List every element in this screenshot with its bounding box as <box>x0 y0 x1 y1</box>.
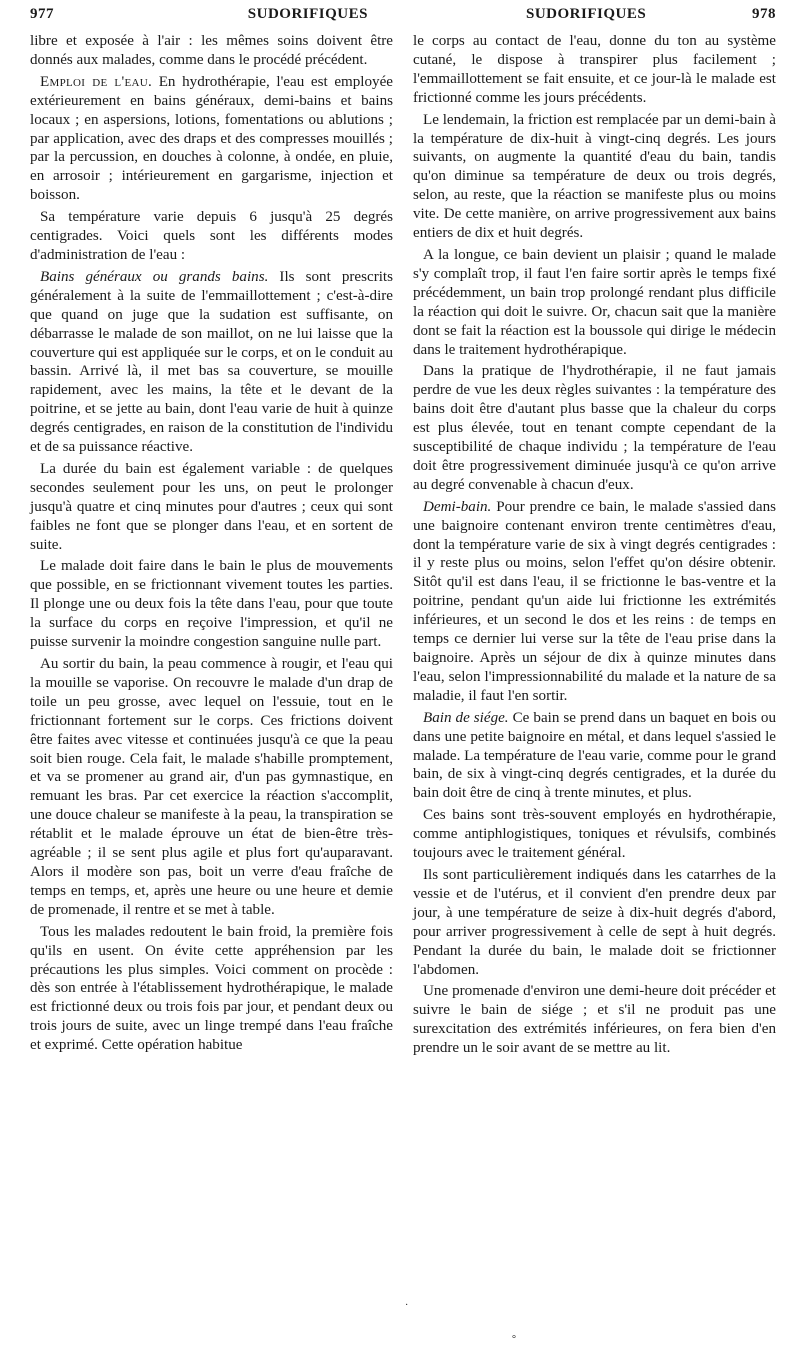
section-heading-italic: Bain de siége. <box>423 709 509 726</box>
right-page-number: 978 <box>752 6 776 22</box>
paragraph <box>30 73 393 205</box>
paragraph <box>30 557 393 652</box>
paragraph <box>30 923 393 1055</box>
paragraph <box>413 498 776 706</box>
paragraph-text: Ils sont particulièrement indiqués dans les catarrhes de la vessie et de l'utérus, et il convient d'en prendre deux par jour, à une température de seize à dix-huit degrés d'abord, pour arriver progressivement à celle de sept à huit degrés. Pendant la durée du bain, le malade doit se frictionner l'abdomen. <box>413 866 776 978</box>
left-page-number: 977 <box>30 6 54 22</box>
right-column <box>413 32 776 1061</box>
left-column <box>30 32 393 1061</box>
paragraph <box>30 208 393 265</box>
paragraph-text: Ils sont prescrits généralement à la suite de l'emmaillottement ; c'est-à-dire que quand on juge que la sudation est suffisante, on débarrasse le malade de son maillot, on ne lui laisse que la couverture qui est appliquée sur le corps, et on le conduit au bassin. Arrivé là, il met bas sa couverture, se mouille rapidement, avec les mains, la tête et le devant de la poitrine, et se jette au bain, dont l'eau varie de huit à quinze degrés centigrades, en raison de la constitution de l'individu et de sa puissance réactive. <box>30 268 393 456</box>
paragraph-text: Ces bains sont très-souvent employés en hydrothérapie, comme antiphlogistiques, toniques et révulsifs, combinés toujours avec le traitement général. <box>413 807 776 862</box>
left-running-title: SUDORIFIQUES <box>247 6 368 22</box>
paragraph-text: Tous les malades redoutent le bain froid, la première fois qu'ils en usent. On évite cette appréhension par les précautions les plus simples. Voici comment on procède : dès son entrée à l'établissement hydrothérapique, le malade est frictionné deux ou trois fois par jour, et pendant deux ou trois jours de suite, avec un linge trempé dans l'eau fraîche et exprimé. Cette opération habitue <box>30 923 393 1054</box>
paragraph-text: le corps au contact de l'eau, donne du ton au système cutané, le dispose à transpirer plus facilement ; l'emmaillottement se fait ensuite, et ce jour-là le malade est frictionné comme les jours précédents. <box>413 33 776 106</box>
paragraph <box>413 806 776 863</box>
page-mark-dot: · <box>405 1300 409 1311</box>
paragraph-text: Sa température varie depuis 6 jusqu'à 25 degrés centigrades. Voici quels sont les différents modes d'administration de l'eau : <box>30 209 393 263</box>
right-header <box>414 6 776 23</box>
paragraph <box>413 362 776 494</box>
paragraph <box>413 866 776 979</box>
paragraph <box>30 32 393 70</box>
right-running-title: SUDORIFIQUES <box>526 6 647 22</box>
paragraph <box>413 709 776 804</box>
section-heading-italic: Bains généraux ou grands bains. <box>40 268 269 285</box>
paragraph-text: Le lendemain, la friction est remplacée par un demi-bain à la température de dix-huit à vingt-cinq degrés. Les jours suivants, on augmente la quantité d'eau du bain, tandis qu'on diminue sa température de deux ou trois degrés, selon, au reste, que la réaction se manifeste plus ou moins vite. De cette manière, on arrive progressivement aux bains entiers de dix et huit degrés. <box>413 111 776 242</box>
left-header <box>30 6 392 23</box>
running-header <box>30 6 776 32</box>
paragraph-text: Ce bain se prend dans un baquet en bois ou dans une petite baignoire en métal, et dans lequel s'assied le malade. La température de l'eau varie, comme pour le grand bain, de six à vingt-cinq degrés centigrades, et la durée du bain doit être de cinq à trente minutes, et plus. <box>413 709 777 802</box>
paragraph-text: libre et exposée à l'air : les mêmes soins doivent être donnés aux malades, comme dans le procédé précédent. <box>30 33 393 68</box>
paragraph <box>30 460 393 555</box>
paragraph-text: En hydrothérapie, l'eau est employée extérieurement en bains généraux, demi-bains et bains locaux ; en aspersions, lotions, fomentations ou ablutions ; par application, avec des draps et des compresses mouillés ; par la percussion, en douches à colonne, à ondée, en pluie, en arrosoir ; intérieurement en gargarisme, injection et boisson. <box>30 73 393 204</box>
paragraph <box>413 246 776 359</box>
section-heading: Emploi de l'eau. <box>40 73 153 90</box>
section-heading-italic: Demi-bain. <box>423 498 492 515</box>
paragraph-text: La durée du bain est également variable : de quelques secondes seulement pour les uns, on peut le prolonger jusqu'à quatre et cinq minutes pour d'autres ; ceux qui sont faibles ne font que se plonger dans l'eau, et en sortent de suite. <box>30 460 393 553</box>
paragraph-text: Une promenade d'environ une demi-heure doit précéder et suivre le bain de siége ; et s'il ne produit pas une surexcitation des extrémités inférieures, on fera bien d'en prendre un le soir avant de se mettre au lit. <box>413 983 776 1057</box>
paragraph <box>30 268 393 457</box>
text-columns <box>30 32 776 1061</box>
paragraph-text: Pour prendre ce bain, le malade s'assied dans une baignoire contenant environ trente centimètres d'eau, dont la température varie de six à vingt degrés centigrades : il y reste plus ou moins, selon l'effet qu'on désire obtenir. Sitôt qu'il est dans l'eau, il se frictionne le bas-ventre et la poitrine, pendant qu'un aide lui frictionne les extrémités inférieures, et un second le dos et les reins : de temps en temps ce dernier lui verse sur la tête de l'eau prise dans la baignoire. Après un séjour de dix à quinze minutes dans l'eau, selon l'impressionnabilité du malade et la nature de sa maladie, il faut l'en sortir. <box>413 498 776 704</box>
paragraph <box>413 982 776 1058</box>
paragraph-text: A la longue, ce bain devient un plaisir ; quand le malade s'y complaît trop, il faut l'en faire sortir après le temps fixé précédemment, un bain trop prolongé rendant plus difficile la réaction qui doit le suivre. Or, chacun sait que la manière dont se fait la réaction est la boussole qui dirige le médecin dans le traitement hydrothérapique. <box>413 246 776 358</box>
paragraph-text: Au sortir du bain, la peau commence à rougir, et l'eau qui la mouille se vaporise. On recouvre le malade d'un drap de toile un peu grosse, avec lequel on l'essuie, tout en le frictionnant fortement sur le corps. Ces frictions doivent être faites avec vitesse et continuées jusqu'à ce que la peau soit bien rouge. Cela fait, le malade s'habille promptement, et va se promener au grand air, d'un pas gymnastique, en remuant les bras. Par cet exercice la réaction s'accomplit, une douce chaleur se manifeste à la peau, la transpiration se rétablit et le malade éprouve un état de bien-être très-agréable ; il se sent plus agile et plus fort qu'auparavant. Alors il modère son pas, boit un verre d'eau fraîche de temps en temps, et, après une heure ou une heure et demie de promenade, il rentre et se met à table. <box>30 656 393 918</box>
paragraph <box>413 111 776 243</box>
paragraph <box>30 655 393 920</box>
paragraph-text: Dans la pratique de l'hydrothérapie, il ne faut jamais perdre de vue les deux règles suivantes : la température des bains doit être d'autant plus basse que la chaleur du corps est plus élevée, tout en tenant compte cependant de la susceptibilité de chaque individu ; la température de l'eau doit être progressivement diminuée jusqu'à ce qu'on arrive au degré convenable à chacun d'eux. <box>413 363 776 493</box>
paragraph-text: Le malade doit faire dans le bain le plus de mouvements que possible, en se frictionnant vivement toutes les parties. Il plonge une ou deux fois la tête dans l'eau, pour que toute la surface du corps en reçoive l'impression, et qu'il ne puisse survenir la moindre congestion sanguine nulle part. <box>30 558 393 651</box>
page-mark-ring: ° <box>512 1334 516 1345</box>
paragraph <box>413 32 776 108</box>
